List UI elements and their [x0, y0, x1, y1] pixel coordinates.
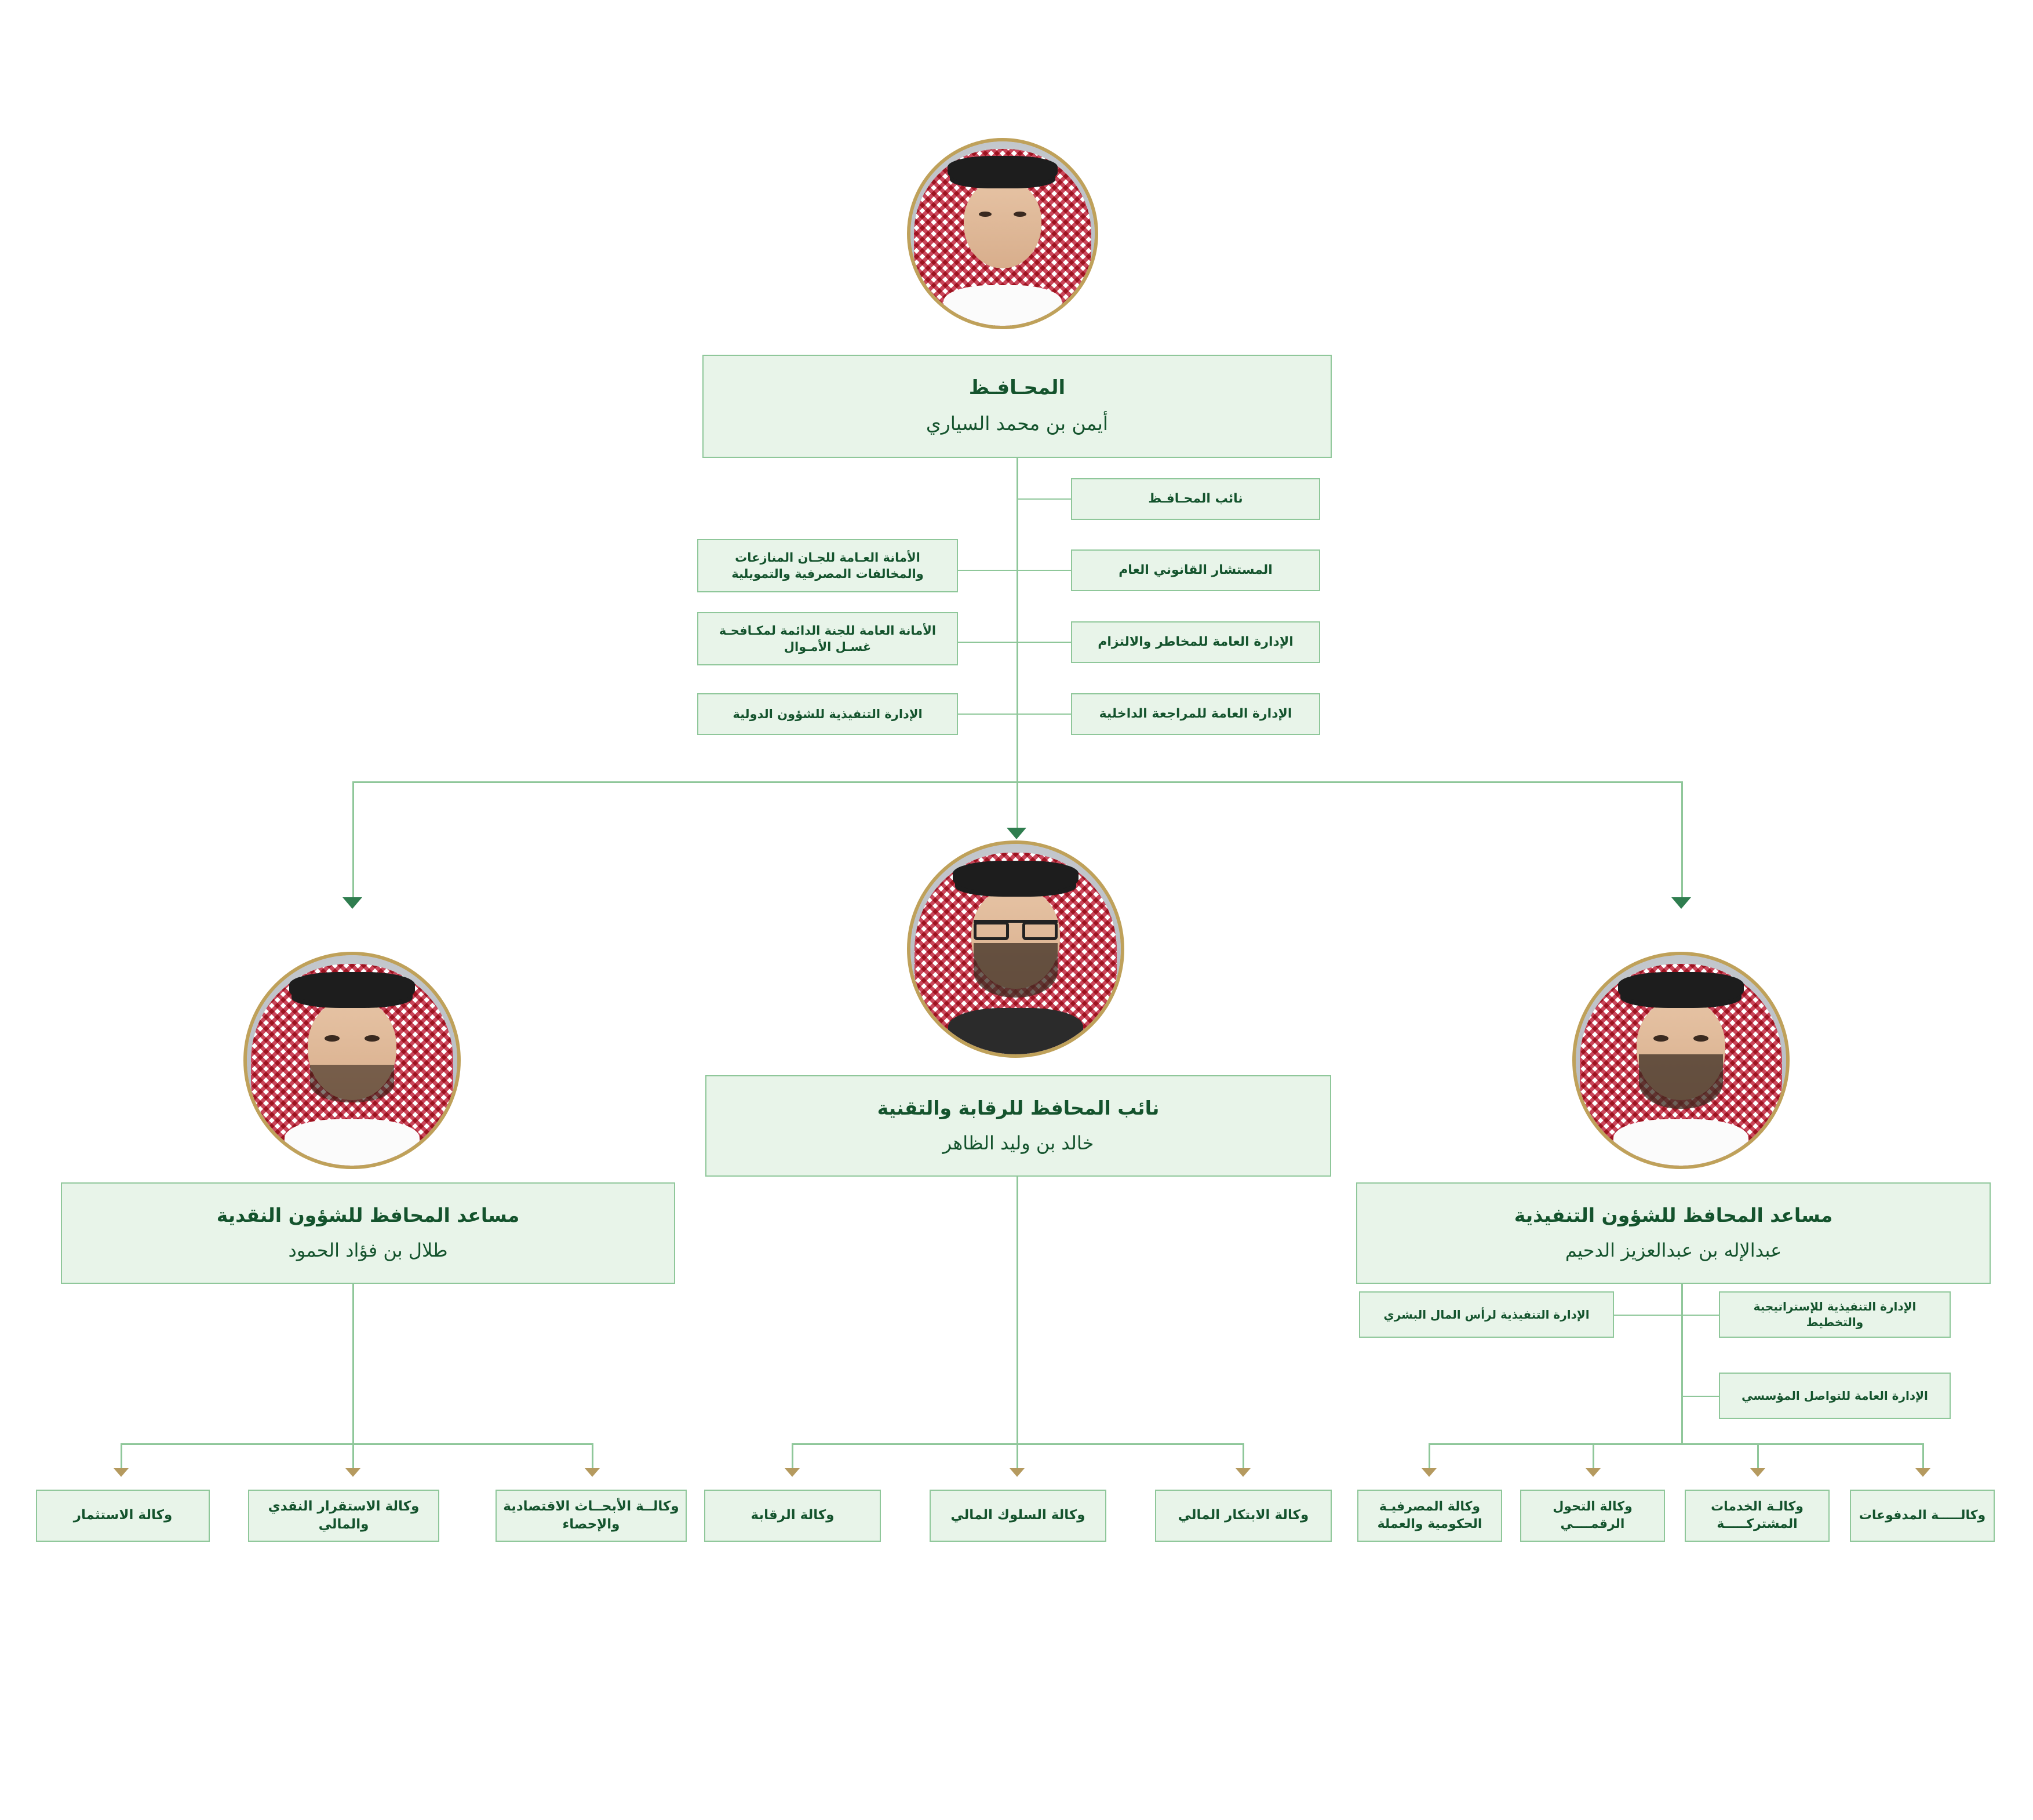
connector-staff-left-3: [958, 714, 1072, 715]
connector-drop-left: [352, 781, 354, 903]
supervision-name: خالد بن وليد الظاهر: [942, 1131, 1094, 1154]
arrow-exec-u1: [1422, 1468, 1437, 1477]
unit-label: وكالة التحول الرقمــــي: [1553, 1499, 1633, 1531]
staff-label: الإدارة التنفيذية لرأس المال البشري: [1383, 1307, 1590, 1322]
node-risk-compliance[interactable]: [1071, 621, 1320, 663]
connector-governor-spine: [1016, 458, 1018, 782]
node-deputy-governor[interactable]: [1071, 478, 1320, 520]
connector-executive-spine: [1681, 1284, 1683, 1443]
connector-exec-u3: [1757, 1443, 1759, 1471]
node-unit-executive-2[interactable]: [1685, 1490, 1830, 1542]
node-unit-monetary-2[interactable]: [496, 1490, 687, 1542]
node-unit-supervision-2[interactable]: [1155, 1490, 1332, 1542]
avatar-monetary-deputy: [243, 952, 461, 1169]
arrow-sup-u1: [785, 1468, 800, 1477]
connector-exec-u2: [1593, 1443, 1594, 1471]
connector-mon-u3: [592, 1443, 593, 1471]
governor-title: المحـافـظ: [968, 376, 1066, 400]
node-unit-monetary-1[interactable]: [248, 1490, 439, 1542]
executive-name: عبدالإله بن عبدالعزيز الدحيم: [1565, 1239, 1782, 1261]
staff-label: الإدارة العامة للمخاطر والالتزام: [1098, 635, 1294, 650]
connector-exec-staff-3: [1614, 1315, 1719, 1316]
unit-label: وكالة الرقابة: [750, 1508, 835, 1523]
node-international-affairs[interactable]: [697, 693, 958, 735]
connector-exec-u4: [1922, 1443, 1924, 1471]
avatar-executive-deputy: [1572, 952, 1790, 1169]
connector-exec-u1: [1429, 1443, 1430, 1471]
node-unit-executive-0[interactable]: [1357, 1490, 1502, 1542]
arrow-mon-u1: [114, 1468, 129, 1477]
node-aml-secretariat[interactable]: [697, 612, 958, 665]
connector-executive-bus: [1429, 1443, 1924, 1445]
unit-label: وكالـة الخدمات المشتركـــــة: [1711, 1499, 1804, 1531]
staff-label: الإدارة التنفيذية للشؤون الدولية: [733, 707, 923, 721]
connector-mon-u1: [121, 1443, 122, 1471]
node-unit-executive-1[interactable]: [1520, 1490, 1665, 1542]
connector-sup-u2: [1016, 1443, 1018, 1471]
arrow-sup-u3: [1236, 1468, 1251, 1477]
connector-exec-staff-2: [1681, 1396, 1719, 1397]
node-general-legal-advisor[interactable]: [1071, 549, 1320, 591]
connector-monetary-spine: [352, 1284, 354, 1443]
unit-label: وكالة السلوك المالي: [950, 1508, 1085, 1523]
staff-label: الإدارة التنفيذية للإستراتيجية والتخطيط: [1753, 1300, 1917, 1329]
arrow-center: [1007, 828, 1026, 839]
arrow-mon-u2: [345, 1468, 360, 1477]
arrow-mon-u3: [585, 1468, 600, 1477]
monetary-title: مساعد المحافظ للشؤون النقدية: [216, 1204, 520, 1227]
unit-label: وكالة الاستثمار: [73, 1508, 173, 1523]
staff-label: المستشار القانوني العام: [1118, 563, 1273, 578]
connector-sup-u1: [792, 1443, 793, 1471]
node-unit-supervision-1[interactable]: [930, 1490, 1106, 1542]
unit-label: وكالـــــة المدفوعات: [1859, 1508, 1986, 1523]
arrow-sup-u2: [1010, 1468, 1025, 1477]
arrow-exec-u4: [1915, 1468, 1930, 1477]
node-unit-executive-3[interactable]: [1850, 1490, 1995, 1542]
node-disputes-secretariat[interactable]: [697, 539, 958, 592]
connector-sup-u3: [1243, 1443, 1244, 1471]
node-executive-deputy[interactable]: [1356, 1182, 1991, 1284]
node-internal-audit[interactable]: [1071, 693, 1320, 735]
governor-name: أيمن بن محمد السياري: [926, 412, 1109, 435]
connector-monetary-bus: [121, 1443, 593, 1445]
connector-staff-left-2: [958, 642, 1072, 643]
node-unit-supervision-0[interactable]: [704, 1490, 881, 1542]
connector-drop-center: [1016, 781, 1018, 833]
staff-label: نائب المحـافـظ: [1148, 492, 1243, 507]
executive-title: مساعد المحافظ للشؤون التنفيذية: [1514, 1204, 1833, 1227]
arrow-left: [343, 897, 362, 909]
avatar-supervision-deputy: [907, 840, 1124, 1058]
connector-drop-right: [1681, 781, 1683, 903]
node-supervision-deputy[interactable]: [705, 1075, 1331, 1177]
arrow-exec-u3: [1750, 1468, 1765, 1477]
unit-label: وكالــة الأبحــاث الاقتصادية والإحصاء: [503, 1498, 679, 1532]
node-corporate-communication[interactable]: [1719, 1373, 1951, 1419]
node-governor[interactable]: [702, 355, 1332, 458]
connector-mon-u2: [352, 1443, 354, 1471]
supervision-title: نائب المحافظ للرقابة والتقنية: [877, 1097, 1160, 1120]
connector-supervision-spine: [1016, 1177, 1018, 1443]
node-monetary-deputy[interactable]: [61, 1182, 675, 1284]
node-unit-monetary-0[interactable]: [36, 1490, 210, 1542]
unit-label: وكالة المصرفيـة الحكومية والعملة: [1377, 1499, 1482, 1531]
monetary-name: طلال بن فؤاد الحمود: [288, 1239, 448, 1261]
unit-label: وكالة الابتكار المالي: [1178, 1508, 1309, 1523]
staff-label: الإدارة العامة للمراجعة الداخلية: [1099, 707, 1292, 722]
staff-label: الأمانة العـامة للجـان المنازعات والمخالفات المصرفية والتمويلية: [731, 550, 924, 581]
connector-staff-1: [1016, 498, 1071, 500]
staff-label: الأمانة العامة للجنة الدائمة لمكـافحـة غسـل الأمـوال: [719, 623, 937, 654]
avatar-governor: [907, 138, 1098, 329]
arrow-right: [1671, 897, 1691, 909]
node-human-capital[interactable]: [1359, 1291, 1614, 1338]
unit-label: وكالة الاستقرار النقدي والمالي: [268, 1498, 420, 1532]
arrow-exec-u2: [1586, 1468, 1601, 1477]
node-strategy-planning[interactable]: [1719, 1291, 1951, 1338]
connector-staff-left-1: [958, 570, 1072, 571]
staff-label: الإدارة العامة للتواصل المؤسسي: [1741, 1388, 1928, 1403]
